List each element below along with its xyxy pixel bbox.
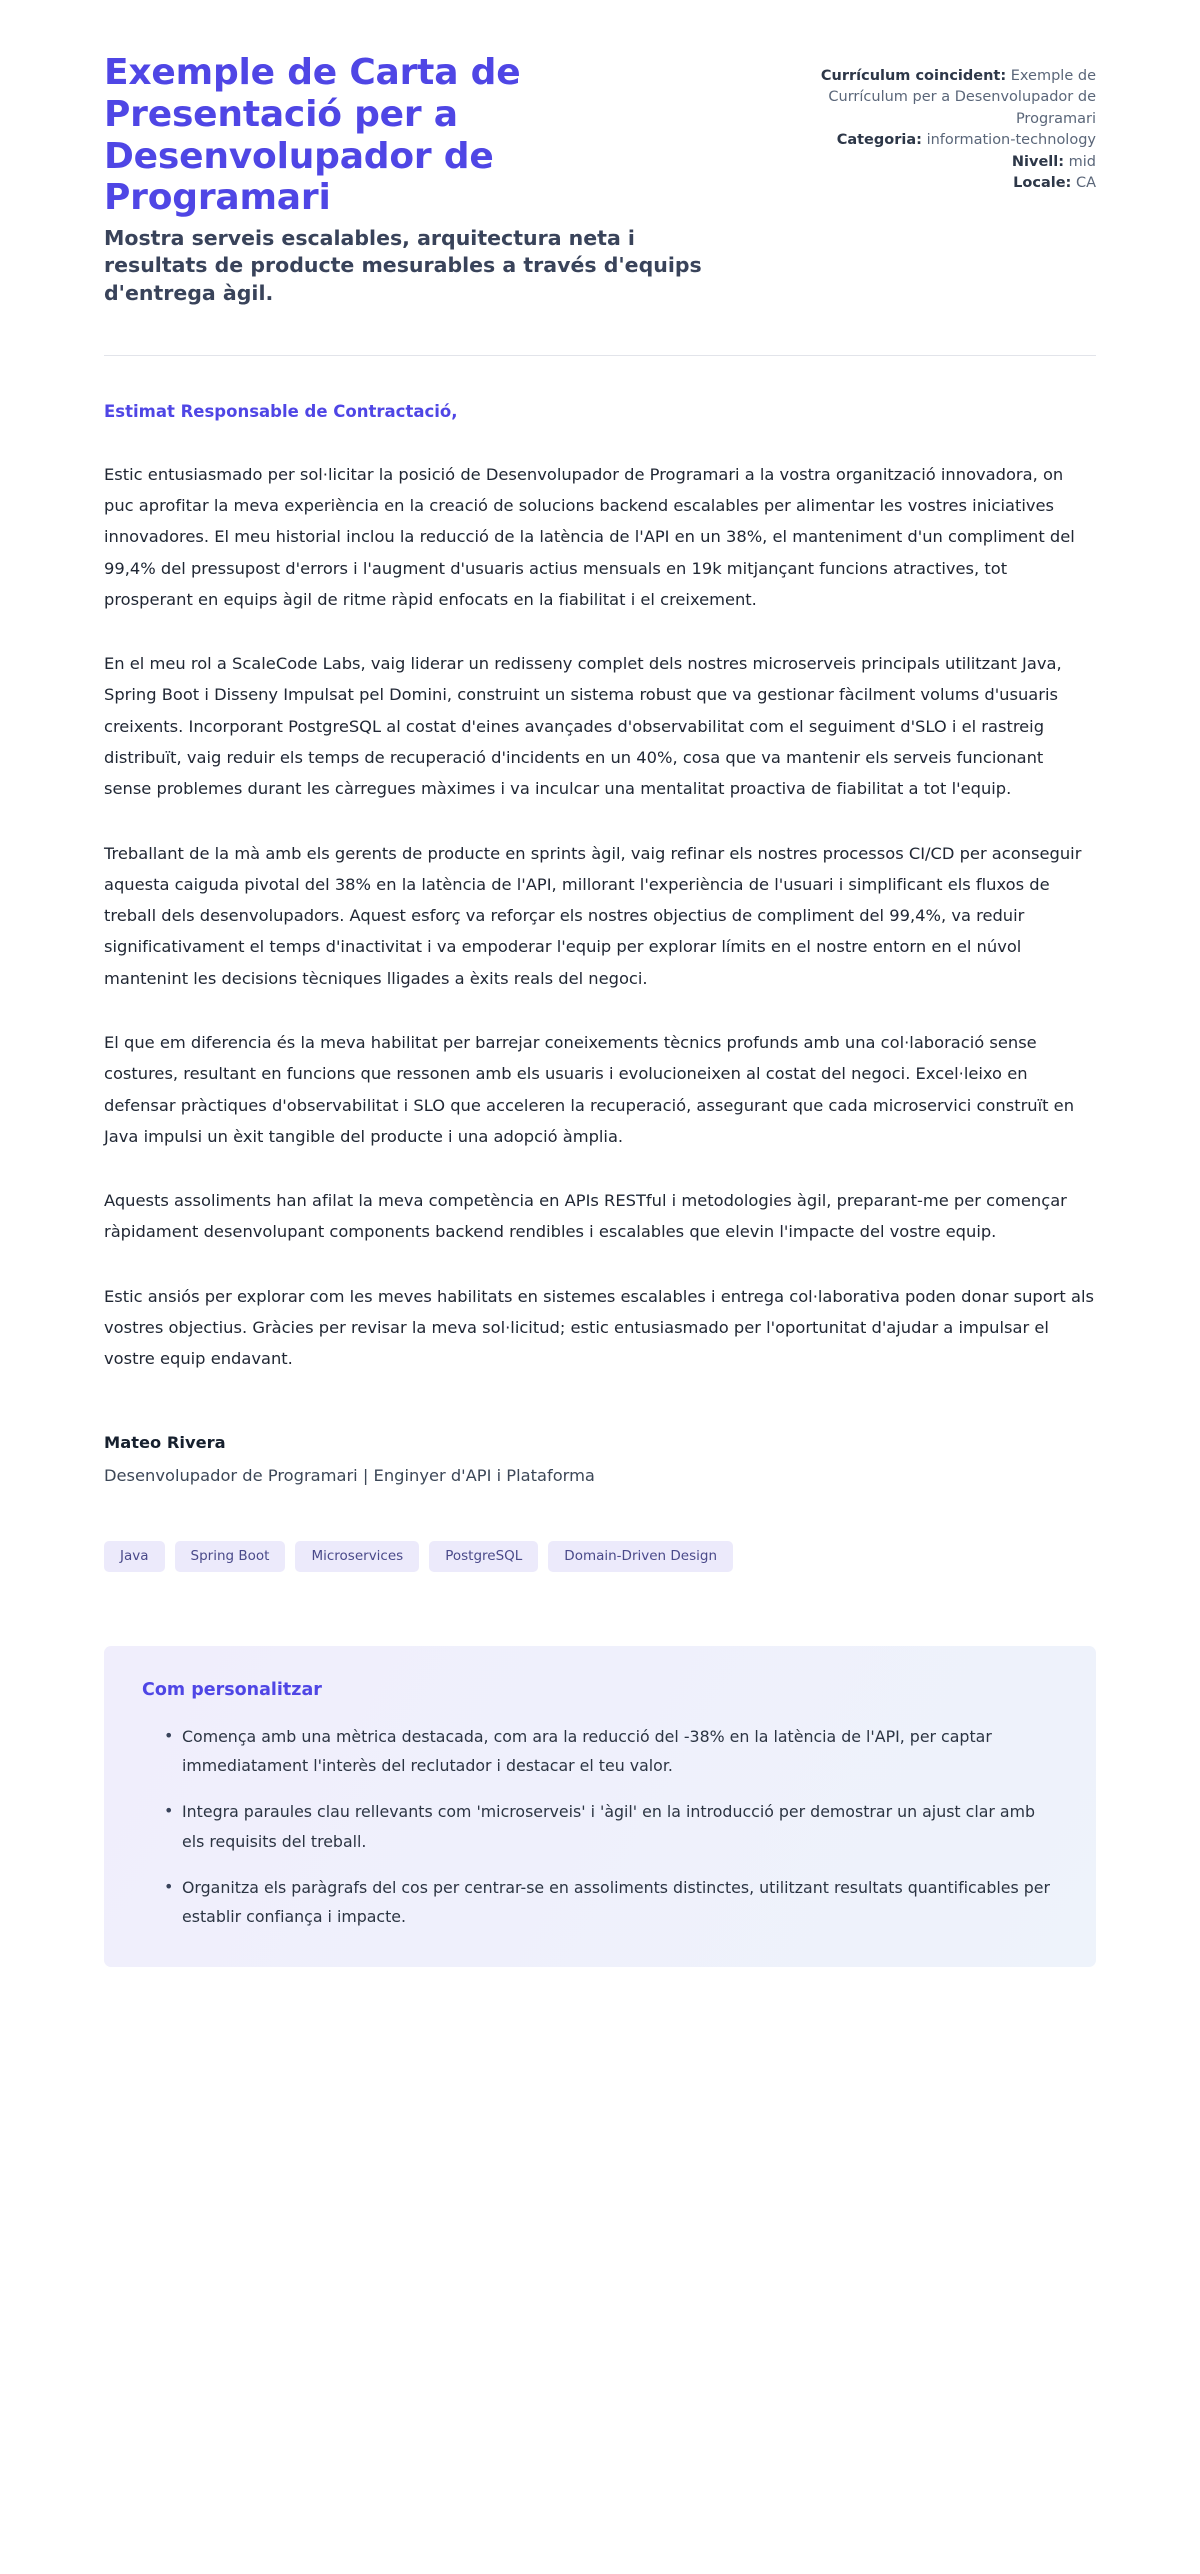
- list-item: • Organitza els paràgrafs del cos per centrar-se en assoliments distinctes, utilitzant resultats quantificables per establir confiança i impacte.: [164, 1873, 1058, 1931]
- meta-row-locale: [786, 173, 1096, 194]
- meta-label-category: Categoria:: [836, 132, 922, 149]
- tips-list: [142, 1722, 1058, 1931]
- salutation: Estimat Responsable de Contractació,: [104, 401, 458, 421]
- skill-tag-list: [104, 1541, 1096, 1573]
- skill-tag-microservices[interactable]: Microservices: [295, 1541, 419, 1573]
- meta-value-level: mid: [1068, 153, 1096, 170]
- meta-value-matching-resume: Exemple de Currículum per a Desenvolupador de Programari: [828, 68, 1096, 127]
- body-paragraph-4: El que em diferencia és la meva habilitat per barrejar coneixements tècnics profunds amb una col·laboració sense costures, resultant en funcions que ressonen amb els usuaris i evolucioneixen al costat del negoci. Excel·leixo en defensar pràctiques d'observabilitat i SLO que acceleren la recuperació, assegurant que cada microservici construït en Java impulsi un èxit tangible del producte i una adopció àmplia.: [104, 1032, 1075, 1146]
- meta-label-matching-resume: Currículum coincident:: [820, 68, 1007, 84]
- document-header: [104, 52, 1096, 307]
- meta-label-level: Nivell:: [1011, 153, 1065, 170]
- list-item: • Comença amb una mètrica destacada, com ara la reducció del -38% en la latència de l'API, per captar immediatament l'interès del reclutador i destacar el teu valor.: [164, 1722, 1058, 1780]
- page-title: Exemple de Carta de Presentació per a Desenvolupador de Programari: [104, 52, 521, 219]
- meta-value-locale: CA: [1075, 175, 1096, 192]
- signature-block: [104, 1433, 1096, 1485]
- skill-tag-spring-boot[interactable]: Spring Boot: [175, 1541, 286, 1573]
- meta-row-level: [786, 152, 1096, 173]
- tips-panel-title: Com personalitzar: [142, 1680, 322, 1700]
- body-paragraph-2: En el meu rol a ScaleCode Labs, vaig liderar un redisseny complet dels nostres microserveis principals utilitzant Java, Spring Boot i Disseny Impulsat pel Domini, construint un sistema robust que va gestionar fàcilment volums d'usuaris creixents. Incorporant PostgreSQL al costat d'eines avançades d'observabilitat com el seguiment d'SLO i el rastreig distribuït, vaig reduir els temps de recuperació d'incidents en un 40%, cosa que va mantenir els serveis funcionant sense problemes durant les càrregues màximes i va inculcar una mentalitat proactiva de fiabilitat a tot l'equip.: [104, 654, 1062, 799]
- meta-value-category: information-technology: [926, 132, 1096, 149]
- skill-tag-postgresql[interactable]: PostgreSQL: [429, 1541, 538, 1573]
- page-subtitle: Mostra serveis escalables, arquitectura neta i resultats de producte mesurables a través d'equips d'entrega àgil.: [104, 226, 702, 305]
- document-metadata: [786, 52, 1096, 195]
- customization-tips-panel: [104, 1646, 1096, 1967]
- meta-label-locale: Locale:: [1013, 175, 1072, 192]
- signature-name: Mateo Rivera: [104, 1432, 226, 1452]
- meta-row-matching-resume: [786, 66, 1096, 130]
- header-title-block: [104, 52, 724, 307]
- body-paragraph-1: Estic entusiasmado per sol·licitar la posició de Desenvolupador de Programari a la vostra organització innovadora, on puc aprofitar la meva experiència en la creació de solucions backend escalables per alimentar les vostres iniciatives innovadores. El meu historial inclou la reducció de la latència de l'API en un 38%, el manteniment d'un compliment del 99,4% del pressupost d'errors i l'augment d'usuaris actius mensuals en 19k mitjançant funcions atractives, tot prosperant en equips àgil de ritme ràpid enfocats en la fiabilitat i el creixement.: [104, 464, 1075, 609]
- letter-body: [104, 356, 1096, 1375]
- body-paragraph-5: Aquests assoliments han afilat la meva competència en APIs RESTful i metodologies àgil, preparant-me per començar ràpidament desenvolupant components backend rendibles i escalables que elevin l'impacte del vostre equip.: [104, 1191, 1067, 1242]
- list-item: • Integra paraules clau rellevants com 'microserveis' i 'àgil' en la introducció per demostrar un ajust clar amb els requisits del treball.: [164, 1797, 1058, 1855]
- signature-role: Desenvolupador de Programari | Enginyer d'API i Plataforma: [104, 1465, 595, 1485]
- skill-tag-java[interactable]: Java: [104, 1541, 165, 1573]
- body-paragraph-6: Estic ansiós per explorar com les meves habilitats en sistemes escalables i entrega col·laborativa poden donar suport als vostres objectius. Gràcies per revisar la meva sol·licitud; estic entusiasmado per l'oportunitat d'ajudar a impulsar el vostre equip endavant.: [104, 1286, 1094, 1369]
- skill-tag-domain-driven-design[interactable]: Domain-Driven Design: [548, 1541, 733, 1573]
- body-paragraph-3: Treballant de la mà amb els gerents de producte en sprints àgil, vaig refinar els nostres processos CI/CD per aconseguir aquesta caiguda pivotal del 38% en la latència de l'API, millorant l'experiència de l'usuari i simplificant els fluxos de treball dels desenvolupadors. Aquest esforç va reforçar els nostres objectius de compliment del 99,4%, va reduir significativament el temps d'inactivitat i va empoderar l'equip per explorar límits en el nostre entorn en el núvol mantenint les decisions tècniques lligades a èxits reals del negoci.: [104, 843, 1082, 988]
- meta-row-category: [786, 130, 1096, 151]
